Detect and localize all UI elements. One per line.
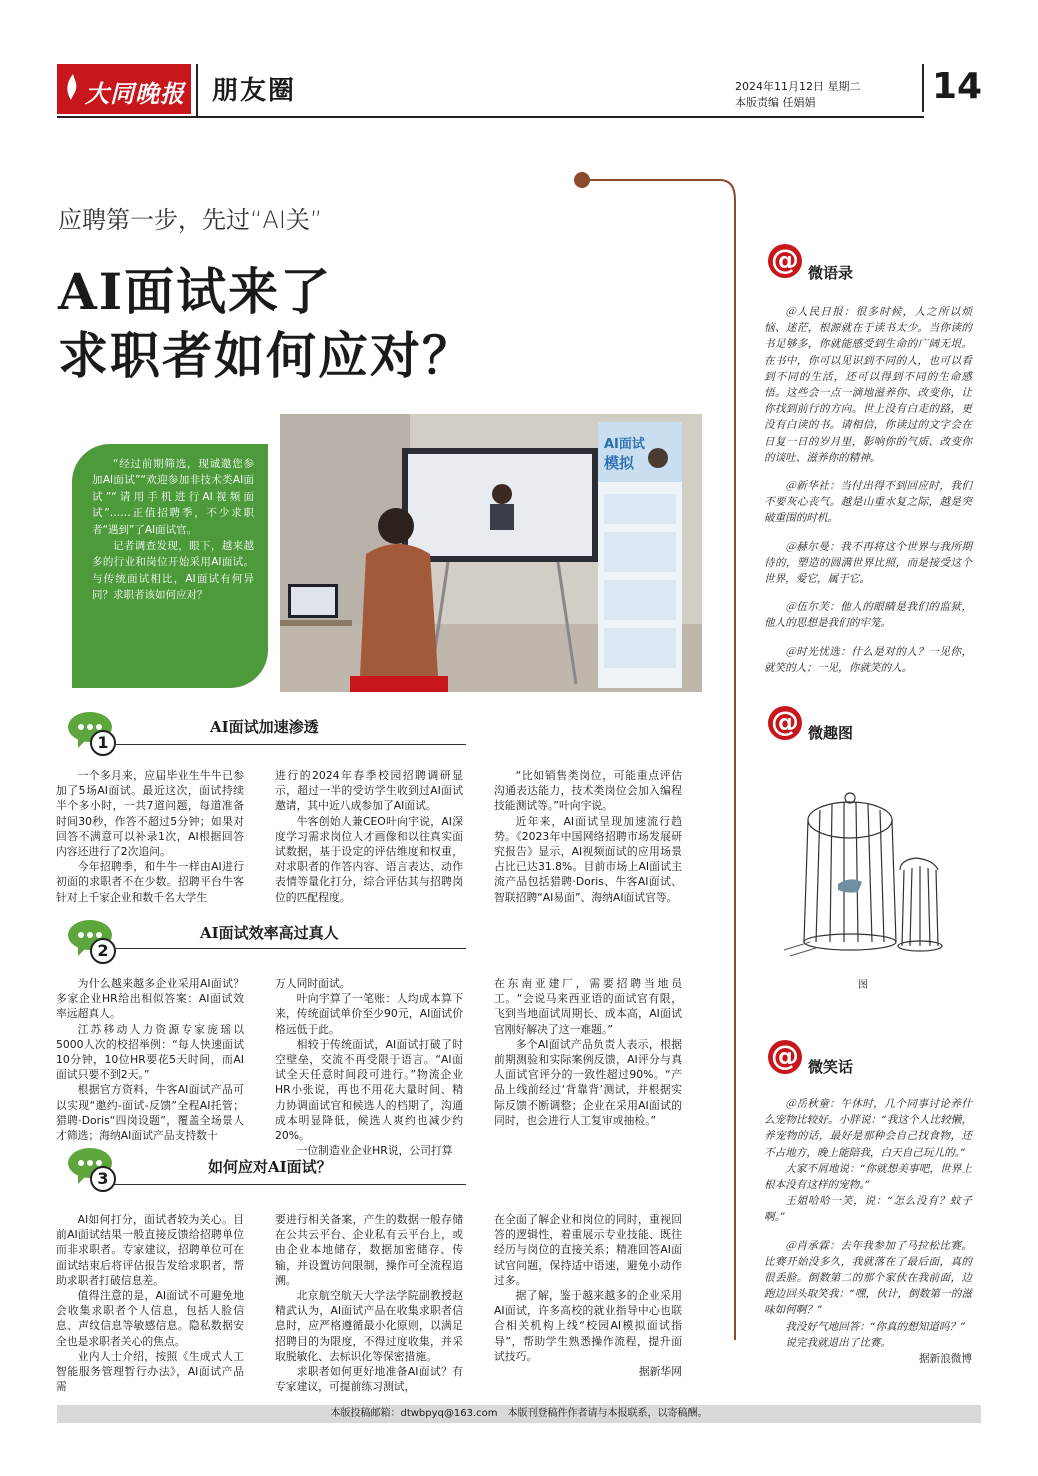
sidebar-weiqutu-title: 微趣图 xyxy=(808,724,854,742)
at-sign-icon: @ xyxy=(768,244,802,278)
section-3-column-3 xyxy=(494,1212,682,1379)
paragraph: 近年来，AI面试呈现加速流行趋势。《2023年中国网络招聘市场发展研究报告》显示，AI视频面试的应用场景占比已达31.8%。目前市场上AI面试主流产品包括猎聘·Doris、牛客AI面试、智联招聘“AI易面”、海纳AI面试官等。 xyxy=(494,814,682,904)
section-number: 2 xyxy=(90,938,116,964)
headline-line-1: AI面试来了 xyxy=(58,262,333,321)
logo-flame-icon xyxy=(63,72,83,102)
quote-item: ＠赫尔曼：我不再将这个世界与我所期待的，塑造的圆满世界比照，而是接受这个世界，爱它，属于它。 xyxy=(764,540,972,586)
section-1-title: AI面试加速渗透 xyxy=(210,718,319,736)
joke-item: 王姐哈哈一笑，说：“怎么没有？蚊子啊。” xyxy=(764,1195,972,1224)
birdcage-cartoon xyxy=(780,780,980,960)
byline: 据新浪微博 xyxy=(919,1353,972,1366)
section-3-title: 如何应对AI面试？ xyxy=(208,1158,332,1176)
joke-item: ＠肖承霖：去年我参加了马拉松比赛。比赛开始没多久，我就落在了最后面，真的很丢脸。倒数第二的那个家伙在我前面，边跑边回头取笑我：“嘿，伙计，倒数第一的滋味如何啊？” xyxy=(764,1239,972,1317)
paragraph: 值得注意的是，AI面试不可避免地会收集求职者个人信息，包括人脸信息、声纹信息等敏感信息。隐私数据安全也是求职者关心的焦点。 xyxy=(56,1289,244,1348)
section-1-column-1 xyxy=(56,768,244,905)
section-2-column-2 xyxy=(275,976,463,1158)
paragraph: 相较于传统面试，AI面试打破了时空壁垒，交流不再受限于语言。“AI面试全天任意时间段可进行。”物流企业HR小张说，再也不用花大量时间、精力协调面试官和候选人的档期了，沟通成本明显降低，候选人爽约也减少约20%。 xyxy=(275,1037,463,1143)
section-3-column-2 xyxy=(275,1212,463,1394)
quote-item: ＠伍尔芙：他人的眼睛是我们的监狱，他人的思想是我们的牢笼。 xyxy=(764,601,972,630)
section-number: 1 xyxy=(90,730,116,756)
paragraph: “比如销售类岗位，可能重点评估沟通表达能力，技术类岗位会加入编程技能测试等。”叶向宇说。 xyxy=(494,769,682,813)
banner-title: AI面试 xyxy=(604,437,645,452)
joke-item: ＠岳秋童：午休时，几个同事讨论养什么宠物比较好。小胖说：“我这个人比较懒，养宠物的话，最好是那种会自己找食物，还不占地方，晚上能陪我，白天自己玩儿的。” xyxy=(764,1098,972,1159)
paragraph: 一个多月来，应届毕业生牛牛已参加了5场AI面试。最近这次，面试持续半个多小时，一共7道问题，每道准备时间30秒，作答不超过5分钟；如果对回答不满意可以补录1次，AI根据回答内容还进行了2次追问。 xyxy=(56,769,244,859)
sidebar-weixiaohua-title: 微笑话 xyxy=(808,1058,854,1076)
page-number: 14 xyxy=(932,66,983,107)
section-1-icon xyxy=(68,712,116,756)
section-1-column-2 xyxy=(275,768,463,905)
intro-box xyxy=(72,444,268,688)
divider-dot xyxy=(574,172,590,188)
paragraph: 为什么越来越多企业采用AI面试？多家企业HR给出相似答案：AI面试效率远超真人。 xyxy=(56,977,244,1021)
byline: 据新华网 xyxy=(638,1365,682,1379)
at-sign-icon: @ xyxy=(768,1040,802,1074)
interview-photo-illustration xyxy=(280,414,702,692)
section-1-column-3 xyxy=(494,768,682,905)
paragraph: 叶向宇算了一笔账：人均成本算下来，传统面试单价至少90元，AI面试价格远低于此。 xyxy=(275,992,463,1036)
article-photo xyxy=(280,414,702,692)
paragraph: 牛客创始人兼CEO叶向宇说，AI深度学习需求岗位人才画像和以往真实面试数据，基于设定的评估维度和权重，对求职者的作答内容、语言表达、动作表情等量化打分，综合评估其与招聘岗位的匹配程度。 xyxy=(275,814,463,904)
section-2-icon xyxy=(68,920,116,964)
paragraph: 在全面了解企业和岗位的同时，重视回答的逻辑性，着重展示专业技能、既往经历与岗位的直接关系；精准回答AI面试官问题，保持适中语速，避免小动作过多。 xyxy=(494,1213,682,1287)
headline-line-2: 求职者如何应对？ xyxy=(58,326,474,385)
banner-subtitle: 模拟 xyxy=(604,454,635,472)
issue-date: 2024年11月12日 星期二 xyxy=(735,80,861,93)
paragraph: 要进行相关备案，产生的数据一般存储在公共云平台、企业私有云平台上，或由企业本地储存，数据加密储存、传输，并设置访问限制，操作可全流程追溯。 xyxy=(275,1213,463,1287)
paragraph: 据了解，鉴于越来越多的企业采用AI面试，许多高校的就业指导中心也联合相关机构上线“校园AI模拟面试指导”，帮助学生熟悉操作流程，提升面试技巧。 xyxy=(494,1289,682,1363)
column-divider-curve xyxy=(590,170,745,1350)
sidebar-weiyulu xyxy=(764,304,972,688)
section-2-column-3 xyxy=(494,976,682,1128)
section-2-column-1 xyxy=(56,976,244,1143)
cartoon-caption: 图 xyxy=(858,980,868,991)
joke-item: 说完我就退出了比赛。 xyxy=(785,1336,892,1349)
paragraph: 进行的2024年春季校园招聘调研显示，超过一半的受访学生收到过AI面试邀请，其中近八成参加了AI面试。 xyxy=(275,769,463,813)
headline-kicker: 应聘第一步，先过“AI关” xyxy=(58,206,323,234)
paragraph: 业内人士介绍，按照《生成式人工智能服务管理暂行办法》，AI面试产品需 xyxy=(56,1349,244,1394)
masthead-rule xyxy=(57,116,924,118)
joke-item: 大家不屑地说：“你就想美事吧，世界上根本没有这样的宠物。” xyxy=(764,1162,972,1192)
sidebar-weixiaohua xyxy=(764,1096,972,1379)
footer-bar: 本版投稿邮箱：dtwbpyq@163.com 本版刊登稿件作者请与本报联系，以寄稿酬。 xyxy=(57,1405,981,1423)
intro-paragraph: “经过前期筛选，现诚邀您参加AI面试”“欢迎参加非技术类AI面试”“请用手机进行AI视频面试”……正值招聘季，不少求职者“遇到”了AI面试官。 xyxy=(92,458,254,536)
newspaper-logo xyxy=(57,64,191,114)
paragraph: 一位制造业企业HR说，公司打算 xyxy=(296,1144,453,1158)
section-1-rule xyxy=(114,744,466,745)
paragraph: 根据官方资料，牛客AI面试产品可以实现“邀约-面试-反馈”全程AI托管；猎聘·Doris“四岗设题”，覆盖全场景人才筛选；海纳AI面试产品支持数十 xyxy=(56,1083,244,1143)
paragraph: 江苏移动人力资源专家庞瑶以5000人次的校招举例：“每人快速面试10分钟，10位HR要花5天时间，而AI面试只要不到2天。” xyxy=(56,1022,244,1082)
paragraph: 求职者如何更好地准备AI面试？有专家建议，可提前练习测试， xyxy=(275,1365,463,1394)
quote-item: ＠新华社：当付出得不到回应时，我们不要灰心丧气。越是山重水复之际，越是突破重围的时机。 xyxy=(764,480,972,525)
paragraph: 万人同时面试。 xyxy=(275,977,351,990)
paragraph: 在东南亚建厂，需要招聘当地员工。“会说马来西亚语的面试官有限，飞到当地面试周期长、成本高，AI面试官刚好解决了这一难题。” xyxy=(494,977,682,1036)
section-3-icon xyxy=(68,1148,116,1192)
page-editor: 本版责编 任娟娟 xyxy=(735,96,816,109)
quote-item: ＠人民日报：很多时候，人之所以烦恼、迷茫，根源就在于读书太少。当你读的书足够多，你就能感受到生命的广阔无垠。在书中，你可以见识到不同的人，也可以看到不同的生活，还可以得到不同的生命感悟。这些会一点一滴地滋养你、改变你，让你找到前行的方向。世上没有白走的路，更没有白读的书。请相信，你读过的文字会在日复一日的岁月里，影响你的气质、改变你的谈吐、滋养你的精神。 xyxy=(764,306,972,464)
joke-item: 我没好气地回答：“你真的想知道吗？” xyxy=(785,1320,966,1333)
intro-paragraph: 记者调查发现，眼下，越来越多的行业和岗位开始采用AI面试。与传统面试相比，AI面试有何异同？求职者该如何应对？ xyxy=(92,540,254,602)
section-name: 朋友圈 xyxy=(212,76,297,106)
section-2-title: AI面试效率高过真人 xyxy=(200,924,339,942)
at-sign-icon: @ xyxy=(768,706,802,740)
section-number: 3 xyxy=(90,1166,116,1192)
paragraph: 北京航空航天大学法学院副教授赵精武认为，AI面试产品在收集求职者信息时，应严格遵循最小化原则，以满足招聘目的为限度，不得过度收集，并采取脱敏化、去标识化等保密措施。 xyxy=(275,1289,463,1363)
sidebar-weiyulu-title: 微语录 xyxy=(808,264,854,282)
page-number-divider xyxy=(922,64,924,112)
paragraph: 多个AI面试产品负责人表示，根据前期测验和实际案例反馈，AI评分与真人面试官评分的一致性超过90%。“产品上线前经过‘背靠背’测试，并根据实际反馈不断调整；企业在采用AI面试的同时，也会进行人工复审或抽检。” xyxy=(494,1037,682,1127)
section-3-column-1 xyxy=(56,1212,244,1394)
section-3-rule xyxy=(114,1184,466,1185)
logo-text: 大同晚报 xyxy=(85,79,185,108)
section-2-rule xyxy=(114,948,466,949)
paragraph: 今年招聘季，和牛牛一样由AI进行初面的求职者不在少数。招聘平台牛客针对上千家企业和数千名大学生 xyxy=(56,860,244,904)
quote-item: ＠时光忧选：什么是对的人？一见你，就笑的人；一见，你就笑的人。 xyxy=(764,645,972,674)
paragraph: AI如何打分，面试者较为关心。目前AI面试结果一般直接反馈给招聘单位而非求职者。专家建议，招聘单位可在面试结束后将评估报告发给求职者，帮助求职者打破信息差。 xyxy=(56,1213,244,1287)
masthead-divider xyxy=(196,64,198,116)
